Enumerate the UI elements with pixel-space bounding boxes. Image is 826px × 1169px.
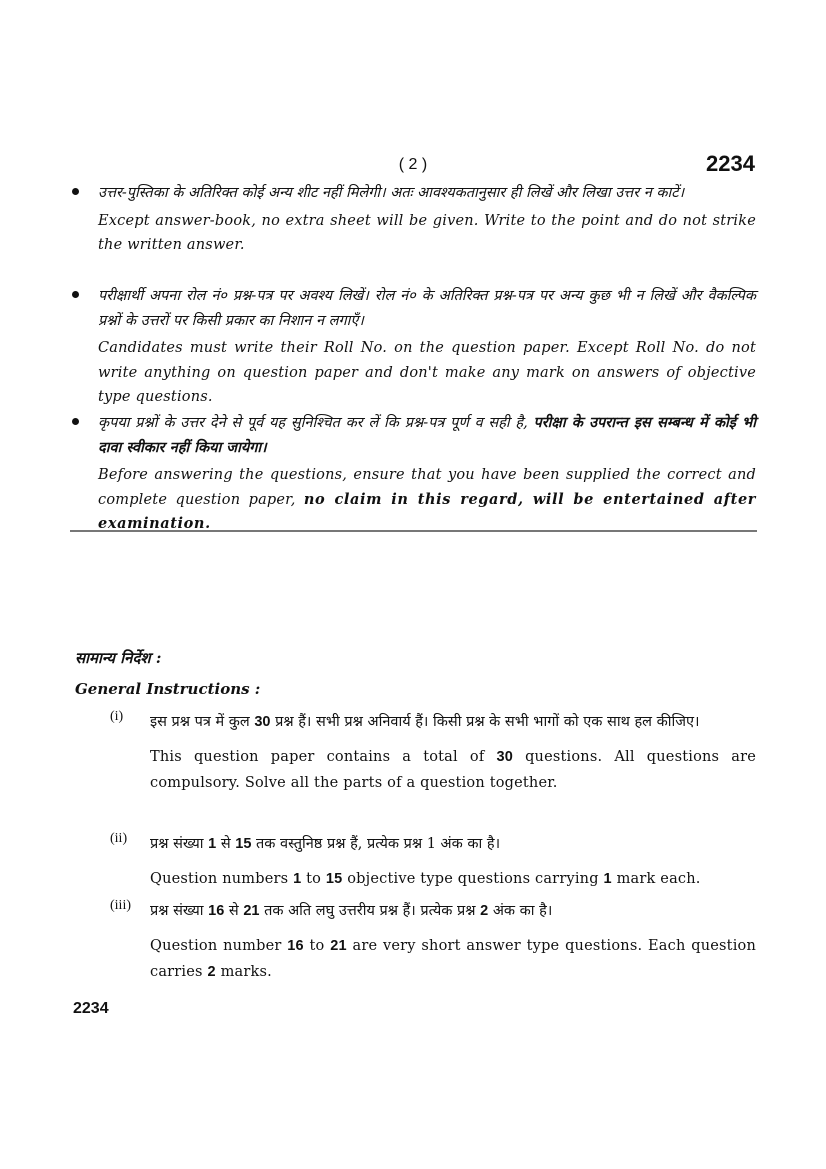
text: objective type questions carrying <box>342 871 604 887</box>
paper-code: 2234 <box>706 151 755 176</box>
bold-text: 21 <box>330 938 347 954</box>
note-hindi <box>98 181 756 206</box>
bold-text: 2 <box>207 964 216 980</box>
text: marks. <box>215 964 272 980</box>
text: प्रश्न हैं। सभी प्रश्न अनिवार्य हैं। किसी प्रश्न के सभी भागों को एक साथ हल कीजिए। <box>270 714 700 730</box>
bold-text: 1 <box>208 836 217 852</box>
bold-text: 16 <box>287 938 304 954</box>
item-number: (ii) <box>110 831 128 846</box>
instruction-item <box>110 831 756 892</box>
note-english <box>98 463 756 537</box>
text: प्रश्न संख्या <box>150 903 209 919</box>
item-english <box>150 866 756 892</box>
text: Question number <box>150 938 288 954</box>
bold-text: 1 <box>603 871 612 887</box>
general-instructions-heading: General Instructions : <box>75 680 261 698</box>
bold-text: 15 <box>235 836 252 852</box>
text: to <box>303 938 331 954</box>
bold-text: 21 <box>243 903 260 919</box>
text: are very short answer type questions. Each question carries <box>150 938 757 980</box>
divider <box>70 530 757 532</box>
text: इस प्रश्न पत्र में कुल <box>150 714 255 730</box>
text: This question paper contains a total of <box>150 749 497 765</box>
note-verify-paper <box>72 411 762 537</box>
note-english <box>98 209 756 258</box>
bold-text: 30 <box>254 714 271 730</box>
text: Question numbers <box>150 871 294 887</box>
note-hindi <box>98 284 756 333</box>
bold-text: 30 <box>496 749 514 765</box>
item-hindi <box>150 831 756 857</box>
text: Before answering the questions, ensure that you have been supplied the correct and complete question paper, <box>98 467 756 508</box>
text: प्रश्न संख्या <box>150 836 209 852</box>
text: questions. All questions are compulsory. Solve all the parts of a question together. <box>150 749 756 791</box>
text: तक अति लघु उत्तरीय प्रश्न हैं। प्रत्येक प्रश्न <box>259 903 481 919</box>
footer-paper-code: 2234 <box>73 1000 109 1017</box>
text: परीक्षार्थी अपना रोल नं० प्रश्न-पत्र पर अवश्य लिखें। रोल नं० के अतिरिक्त प्रश्न-पत्र पर अन्य कुछ भी न लिखें और वैकल्पिक प्रश्नों के उत्तरों पर किसी प्रकार का निशान न लगाएँ। <box>98 288 756 329</box>
item-number: (iii) <box>110 898 131 913</box>
item-english <box>150 744 756 796</box>
text: कृपया प्रश्नों के उत्तर देने से पूर्व यह सुनिश्चित कर लें कि प्रश्न-पत्र पूर्ण व सही है, <box>98 415 534 431</box>
bullet-icon <box>72 291 79 298</box>
text: तक वस्तुनिष्ठ प्रश्न हैं, प्रत्येक प्रश्न 1 अंक का है। <box>251 836 501 852</box>
text: उत्तर-पुस्तिका के अतिरिक्त कोई अन्य शीट नहीं मिलेगी। अतः आवश्यकतानुसार ही लिखें और लिखा उत्तर न काटें। <box>98 185 685 201</box>
page-number: ( 2 ) <box>398 156 428 173</box>
text: mark each. <box>611 871 701 887</box>
text: से <box>216 836 236 852</box>
bold-text: 1 <box>293 871 302 887</box>
instruction-item <box>110 709 756 796</box>
bold-text: no claim in this regard, will be entertained after examination. <box>98 490 757 532</box>
general-instructions-heading-hindi: सामान्य निर्देश : <box>75 649 162 667</box>
bullet-icon <box>72 418 79 425</box>
bold-text: परीक्षा के उपरान्त इस सम्बन्ध में कोई भी दावा स्वीकार नहीं किया जायेगा। <box>98 414 756 456</box>
text: to <box>301 871 326 887</box>
bold-text: 15 <box>325 871 343 887</box>
text: से <box>224 903 244 919</box>
text: अंक का है। <box>488 903 553 919</box>
item-number: (i) <box>110 709 124 724</box>
item-english <box>150 933 756 985</box>
item-hindi <box>150 709 756 735</box>
bullet-icon <box>72 188 79 195</box>
text: Except answer-book, no extra sheet will be given. Write to the point and do not strike the written answer. <box>98 212 756 253</box>
item-hindi <box>150 898 756 924</box>
note-english <box>98 336 756 410</box>
bold-text: 2 <box>480 903 489 919</box>
instruction-item <box>110 898 756 985</box>
note-answer-book <box>72 181 762 258</box>
note-roll-number <box>72 284 762 410</box>
note-hindi <box>98 411 756 460</box>
text: Candidates must write their Roll No. on the question paper. Except Roll No. do not write anything on question paper and don't make any mark on answers of objective type questions. <box>98 340 756 405</box>
bold-text: 16 <box>208 903 225 919</box>
